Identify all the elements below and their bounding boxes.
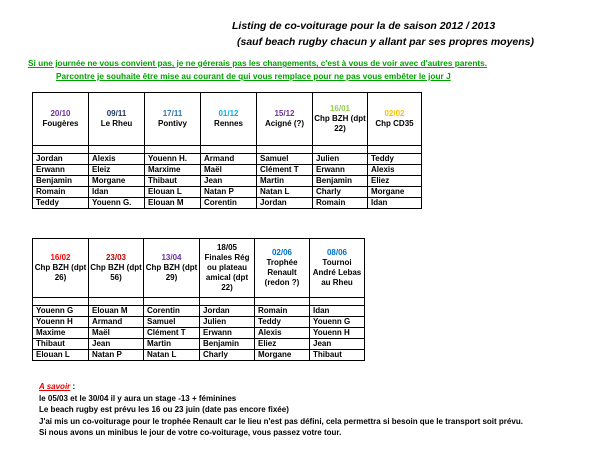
header-cell [200, 239, 255, 298]
name-cell: Thibaut [33, 339, 89, 350]
name-cell: Armand [201, 154, 257, 165]
spacer-cell [89, 146, 145, 154]
header-place: Acigné (?) [264, 119, 305, 128]
name-cell: Elouan L [33, 350, 89, 361]
spacer-cell [310, 298, 365, 306]
header-row [33, 239, 365, 298]
header-date: 02/06 [271, 248, 293, 257]
header-date: 01/12 [218, 109, 239, 118]
name-cell: Elouan M [89, 306, 144, 317]
spacer-cell [200, 298, 255, 306]
name-cell: Alexis [89, 154, 145, 165]
name-cell: Julien [200, 317, 255, 328]
name-cell: Charly [200, 350, 255, 361]
note-line: J'ai mis un co-voiturage pour le trophée Renault car le lieu n'est pas défini, cela permettra si besoin que le transport soit prévu. [39, 416, 523, 426]
name-cell: Teddy [33, 198, 89, 209]
name-cell: Armand [89, 317, 144, 328]
header-place: Tournoi André Lebas au Rheu [312, 258, 362, 287]
table-row [33, 187, 422, 198]
header-cell [33, 93, 89, 146]
name-cell: Julien [313, 154, 368, 165]
name-cell: Maël [89, 328, 144, 339]
name-cell: Morgane [368, 187, 422, 198]
carpool-table-2 [32, 238, 365, 361]
header-date: 09/11 [106, 109, 127, 118]
name-cell: Benjamin [33, 176, 89, 187]
note-line: Le beach rugby est prévu les 16 ou 23 juin (date pas encore fixée) [39, 405, 289, 414]
header-cell [313, 93, 368, 146]
name-cell: Martin [257, 176, 313, 187]
header-cell [201, 93, 257, 146]
table-row [33, 165, 422, 176]
header-cell [257, 93, 313, 146]
name-cell: Alexis [368, 165, 422, 176]
name-cell: Maxime [33, 328, 89, 339]
header-place: Chp BZH (dpt 29) [145, 263, 198, 282]
header-place: Chp CD35 [375, 119, 414, 128]
header-place: Le Rheu [100, 119, 133, 128]
header-place: Chp BZH (dpt 22) [314, 114, 366, 133]
name-cell: Benjamin [313, 176, 368, 187]
name-cell: Idan [368, 198, 422, 209]
name-cell: Youenn G [33, 306, 89, 317]
header-date: 18/05 [216, 243, 238, 252]
table-row [33, 350, 365, 361]
name-cell: Natan P [201, 187, 257, 198]
spacer-cell [368, 146, 422, 154]
name-cell: Idan [89, 187, 145, 198]
name-cell: Eleiz [89, 165, 145, 176]
name-cell: Youenn H. [145, 154, 201, 165]
header-date: 15/12 [274, 109, 295, 118]
name-cell: Natan L [257, 187, 313, 198]
spacer-row [33, 298, 365, 306]
name-cell: Romain [255, 306, 310, 317]
name-cell: Erwann [313, 165, 368, 176]
table-row [33, 176, 422, 187]
name-cell: Youenn G [310, 317, 365, 328]
header-date: 16/01 [329, 104, 351, 113]
spacer-cell [33, 146, 89, 154]
name-cell: Eliez [255, 339, 310, 350]
table-row [33, 154, 422, 165]
note-line: Si nous avons un minibus le jour de votre co-voiturage, vous passez votre tour. [39, 428, 342, 437]
name-cell: Thibaut [310, 350, 365, 361]
header-date: 20/10 [50, 109, 71, 118]
notes-heading-suffix: : [70, 382, 76, 391]
name-cell: Marxime [145, 165, 201, 176]
name-cell: Eliez [368, 176, 422, 187]
name-cell: Clément T [144, 328, 200, 339]
name-cell: Idan [310, 306, 365, 317]
name-cell: Alexis [255, 328, 310, 339]
header-cell [255, 239, 310, 298]
header-place: Pontivy [158, 119, 187, 128]
name-cell: Jordan [257, 198, 313, 209]
note-line: le 05/03 et le 30/04 il y aura un stage -13 + féminines [39, 393, 237, 403]
name-cell: Jean [201, 176, 257, 187]
name-cell: Jean [310, 339, 365, 350]
table-row [33, 198, 422, 209]
name-cell: Teddy [255, 317, 310, 328]
document-title: Listing de co-voiturage pour la de saison 2012 / 2013 [232, 20, 496, 32]
header-cell [368, 93, 422, 146]
header-place: Chp BZH (dpt 26) [34, 263, 87, 282]
spacer-cell [257, 146, 313, 154]
name-cell: Erwann [200, 328, 255, 339]
spacer-cell [201, 146, 257, 154]
name-cell: Samuel [144, 317, 200, 328]
header-cell [89, 93, 145, 146]
spacer-row [33, 146, 422, 154]
spacer-cell [144, 298, 200, 306]
name-cell: Benjamin [200, 339, 255, 350]
name-cell: Elouan M [145, 198, 201, 209]
notice-line-1: Si une journée ne vous convient pas, je ne gérerais pas les changements, c'est à vous de voir avec d'autres parents. [28, 58, 488, 68]
name-cell: Teddy [368, 154, 422, 165]
name-cell: Natan L [144, 350, 200, 361]
name-cell: Youenn G. [89, 198, 145, 209]
header-place: Finales Rég ou plateau amical (dpt 22) [204, 253, 250, 292]
spacer-cell [255, 298, 310, 306]
name-cell: Clément T [257, 165, 313, 176]
header-cell [33, 239, 89, 298]
header-cell [310, 239, 365, 298]
spacer-cell [33, 298, 89, 306]
header-date: 02/02 [384, 109, 405, 118]
name-cell: Corentin [144, 306, 200, 317]
table-row [33, 328, 365, 339]
name-cell: Morgane [255, 350, 310, 361]
spacer-cell [89, 298, 144, 306]
header-place: Rennes [214, 119, 243, 128]
name-cell: Jordan [200, 306, 255, 317]
name-cell: Elouan L [145, 187, 201, 198]
header-cell [144, 239, 200, 298]
name-cell: Erwann [33, 165, 89, 176]
spacer-cell [145, 146, 201, 154]
name-cell: Thibaut [145, 176, 201, 187]
name-cell: Martin [144, 339, 200, 350]
table-row [33, 339, 365, 350]
header-date: 16/02 [50, 253, 71, 262]
header-cell [145, 93, 201, 146]
name-cell: Natan P [89, 350, 144, 361]
header-cell [89, 239, 144, 298]
header-place: Trophée Renault (redon ?) [264, 258, 300, 287]
table-row [33, 317, 365, 328]
name-cell: Morgane [89, 176, 145, 187]
name-cell: Corentin [201, 198, 257, 209]
notes-heading: A savoir [39, 382, 71, 391]
name-cell: Jean [89, 339, 144, 350]
header-date: 13/04 [161, 253, 182, 262]
table-row [33, 306, 365, 317]
header-date: 23/03 [105, 253, 127, 262]
name-cell: Youenn H [310, 328, 365, 339]
header-place: Fougères [42, 119, 79, 128]
name-cell: Romain [313, 198, 368, 209]
notes-heading-line [39, 381, 523, 393]
name-cell: Samuel [257, 154, 313, 165]
spacer-cell [313, 146, 368, 154]
name-cell: Romain [33, 187, 89, 198]
name-cell: Youenn H [33, 317, 89, 328]
header-date: 17/11 [162, 109, 183, 118]
document-subtitle: (sauf beach rugby chacun y allant par ses propres moyens) [237, 36, 535, 48]
notice-line-2: Parcontre je souhaite être mise au courant de qui vous remplace pour ne pas vous embêter le jour J [56, 71, 451, 81]
name-cell: Charly [313, 187, 368, 198]
notes-section [39, 381, 523, 439]
name-cell: Jordan [33, 154, 89, 165]
header-place: Chp BZH (dpt 56) [90, 263, 142, 282]
name-cell: Maël [201, 165, 257, 176]
header-row [33, 93, 422, 146]
header-date: 08/06 [326, 248, 348, 257]
carpool-table-1 [32, 92, 422, 209]
